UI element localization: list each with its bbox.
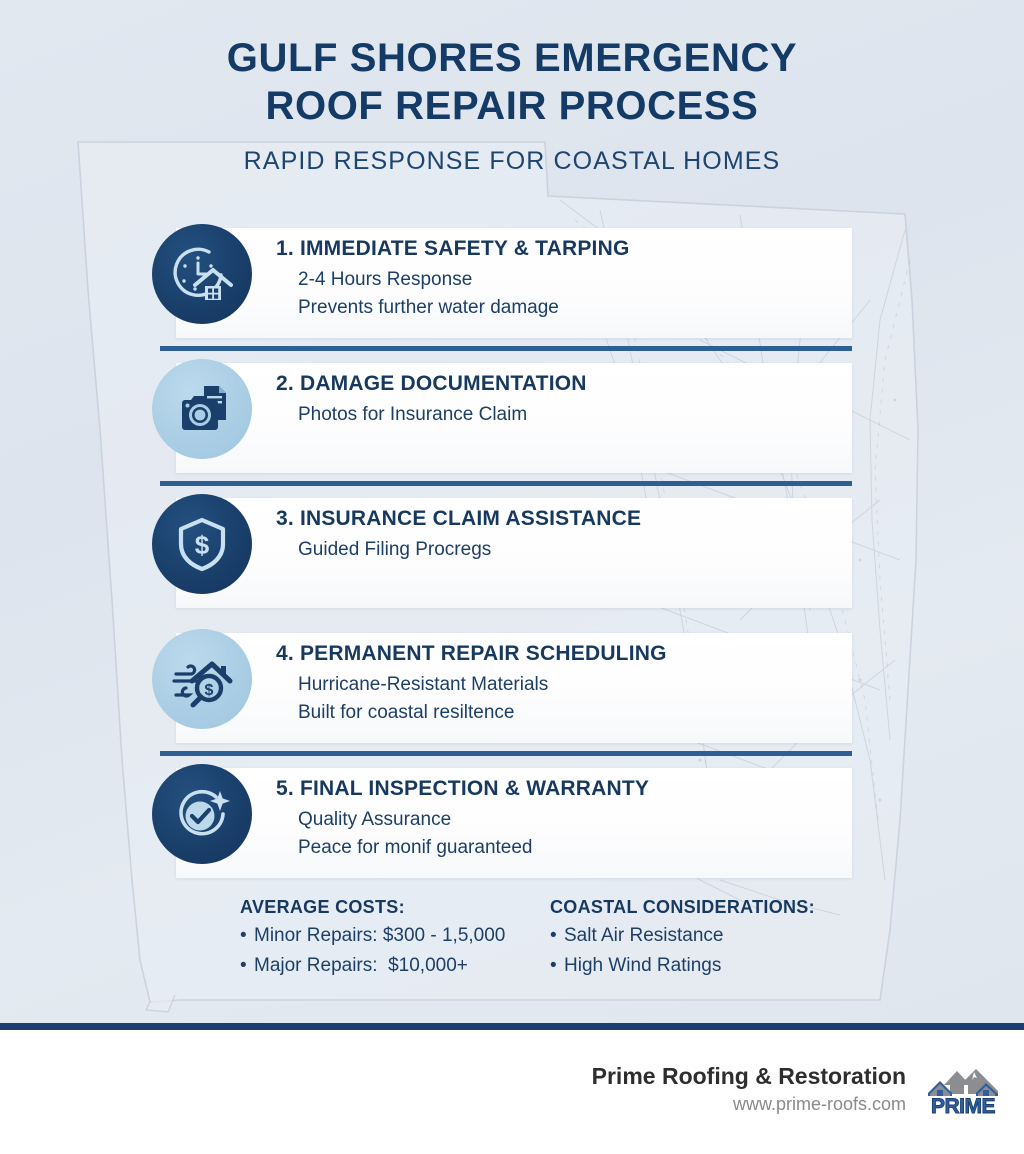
process-step-list — [0, 222, 1024, 897]
prime-logo-icon — [924, 1063, 1002, 1115]
average-costs-column — [240, 895, 505, 979]
brand-name: Prime Roofing & Restoration — [591, 1063, 906, 1089]
process-step — [0, 492, 1024, 627]
coastal-considerations-heading: COASTAL CONSIDERATIONS: — [550, 897, 815, 917]
step-title: 2. DAMAGE DOCUMENTATION — [276, 372, 587, 395]
step-detail-line: Photos for Insurance Claim — [298, 404, 528, 425]
step-text — [276, 371, 846, 429]
check-circle-sparkle-icon — [152, 764, 252, 864]
step-title: 5. FINAL INSPECTION & WARRANTY — [276, 777, 650, 800]
step-detail-line: Peace for monif guaranteed — [298, 837, 533, 858]
step-accent-bar — [160, 751, 852, 756]
svg-text:PRIME: PRIME — [930, 1095, 996, 1115]
shield-dollar-icon — [152, 494, 252, 594]
wind-house-magnifier-icon — [152, 629, 252, 729]
clock-house-icon — [152, 224, 252, 324]
poster-header — [0, 34, 1024, 176]
step-text — [276, 236, 846, 322]
step-title: 4. PERMANENT REPAIR SCHEDULING — [276, 642, 667, 665]
coastal-considerations-column — [550, 895, 815, 979]
camera-document-icon — [152, 359, 252, 459]
step-title: 3. INSURANCE CLAIM ASSISTANCE — [276, 507, 642, 530]
footer-divider — [0, 1023, 1024, 1030]
average-costs-item: • Minor Repairs: $300 - 1,5,000 — [240, 922, 505, 949]
footer-brand-text — [592, 1062, 906, 1116]
page-subtitle: RAPID RESPONSE FOR COASTAL HOMES — [243, 147, 781, 175]
process-step — [0, 762, 1024, 897]
step-detail-line: Built for coastal resiltence — [298, 702, 515, 723]
step-text — [276, 641, 846, 727]
svg-text:$: $ — [204, 682, 214, 699]
step-detail-line: Guided Filing Procregs — [298, 539, 492, 560]
svg-text:$: $ — [194, 530, 210, 560]
step-accent-bar — [160, 346, 852, 351]
process-step — [0, 357, 1024, 492]
step-detail-line: Hurricane-Resistant Materials — [298, 674, 549, 695]
step-text — [276, 776, 846, 862]
page-title-line-1: GULF SHORES EMERGENCY — [226, 36, 798, 80]
brand-website[interactable]: www.prime-roofs.com — [732, 1094, 906, 1114]
step-accent-bar — [160, 481, 852, 486]
step-text — [276, 506, 846, 564]
coastal-considerations-item: • Salt Air Resistance — [550, 922, 815, 949]
process-step — [0, 627, 1024, 762]
step-detail-line: 2-4 Hours Response — [298, 269, 473, 290]
step-detail-line: Prevents further water damage — [298, 297, 559, 318]
page-title-line-2: ROOF REPAIR PROCESS — [265, 84, 759, 128]
step-detail-line: Quality Assurance — [298, 809, 452, 830]
step-title: 1. IMMEDIATE SAFETY & TARPING — [276, 237, 630, 260]
process-step — [0, 222, 1024, 357]
footer — [0, 1030, 1024, 1154]
average-costs-item: • Major Repairs: $10,000+ — [240, 952, 505, 979]
coastal-considerations-item: • High Wind Ratings — [550, 952, 815, 979]
average-costs-heading: AVERAGE COSTS: — [240, 897, 405, 917]
